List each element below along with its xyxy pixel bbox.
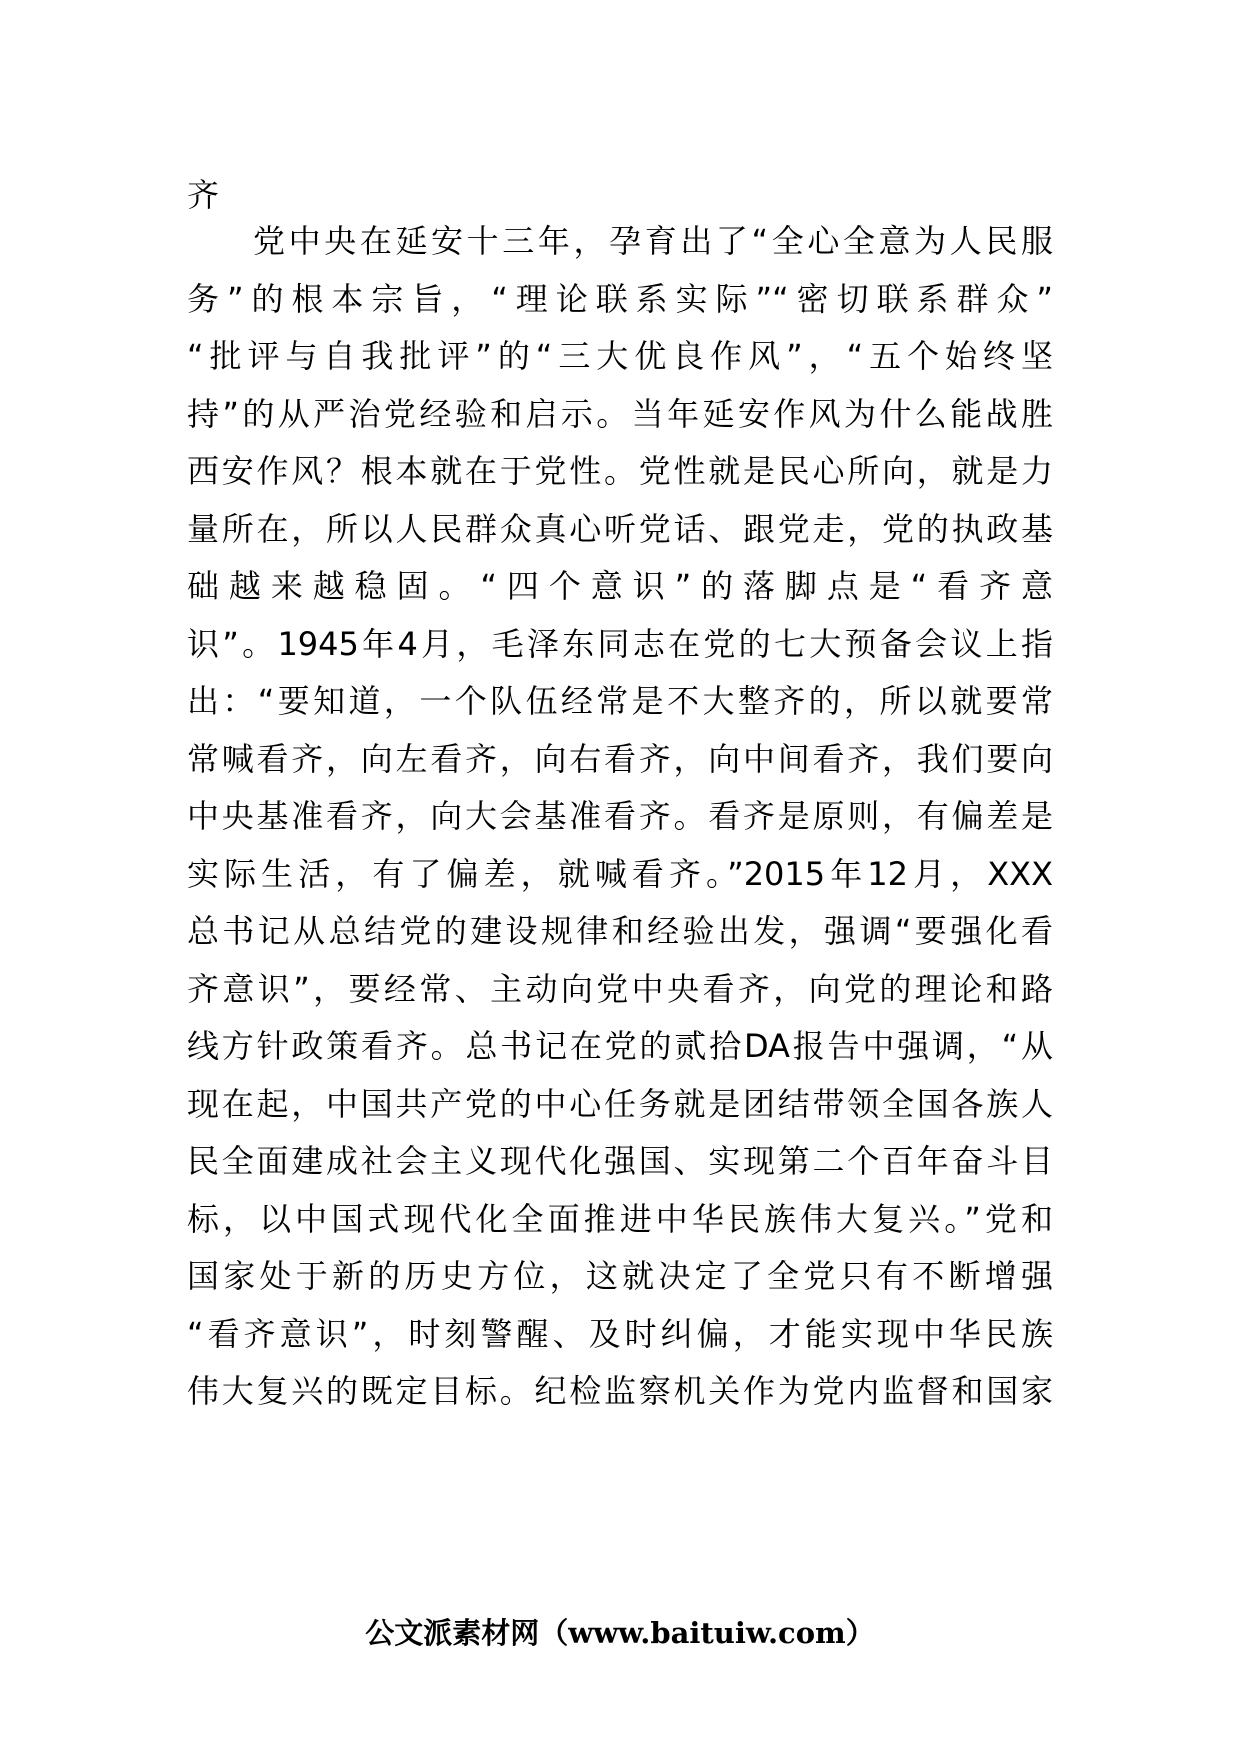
text-line-17: 现在起，中国共产党的中心任务就是团结带领全国各族人 xyxy=(187,1085,1053,1123)
text-line-9: 识”。1945年4月，毛泽东同志在党的七大预备会议上指 xyxy=(187,625,1053,663)
text-line-22: 伟大复兴的既定目标。纪检监察机关作为党内监督和国家 xyxy=(187,1372,1053,1410)
text-line-21: “看齐意识”，时刻警醒、及时纠偏，才能实现中华民族 xyxy=(187,1315,1053,1353)
text-line-19: 标，以中国式现代化全面推进中华民族伟大复兴。”党和 xyxy=(187,1200,1053,1238)
text-line-12: 中央基准看齐，向大会基准看齐。看齐是原则，有偏差是 xyxy=(187,797,1053,835)
text-line-2: 党中央在延安十三年，孕育出了“全心全意为人民服 xyxy=(253,222,1053,260)
text-line-15: 齐意识”，要经常、主动向党中央看齐，向党的理论和路 xyxy=(187,970,1053,1008)
text-line-11: 常喊看齐，向左看齐，向右看齐，向中间看齐，我们要向 xyxy=(187,740,1053,778)
text-line-18: 民全面建成社会主义现代化强国、实现第二个百年奋斗目 xyxy=(187,1142,1053,1180)
text-line-4: “批评与自我批评”的“三大优良作风”，“五个始终坚 xyxy=(187,337,1053,375)
text-line-5: 持”的从严治党经验和启示。当年延安作风为什么能战胜 xyxy=(187,395,1053,433)
text-line-6: 西安作风？根本就在于党性。党性就是民心所向，就是力 xyxy=(187,452,1053,490)
text-line-16: 线方针政策看齐。总书记在党的贰拾DA报告中强调，“从 xyxy=(187,1027,1053,1065)
text-line-13: 实际生活，有了偏差，就喊看齐。”2015年12月，XXX xyxy=(187,855,1053,893)
footer-watermark: 公文派素材网（www.baituiw.com） xyxy=(365,1616,875,1650)
text-line-20: 国家处于新的历史方位，这就决定了全党只有不断增强 xyxy=(187,1257,1053,1295)
text-line-8: 础越来越稳固。“四个意识”的落脚点是“看齐意 xyxy=(187,567,1053,605)
text-line-10: 出：“要知道，一个队伍经常是不大整齐的，所以就要常 xyxy=(187,682,1053,720)
text-line-3: 务”的根本宗旨，“理论联系实际”“密切联系群众” xyxy=(187,280,1053,318)
text-line-14: 总书记从总结党的建设规律和经验出发，强调“要强化看 xyxy=(187,912,1053,950)
text-line-1: 齐 xyxy=(187,176,220,214)
text-line-7: 量所在，所以人民群众真心听党话、跟党走，党的执政基 xyxy=(187,510,1053,548)
